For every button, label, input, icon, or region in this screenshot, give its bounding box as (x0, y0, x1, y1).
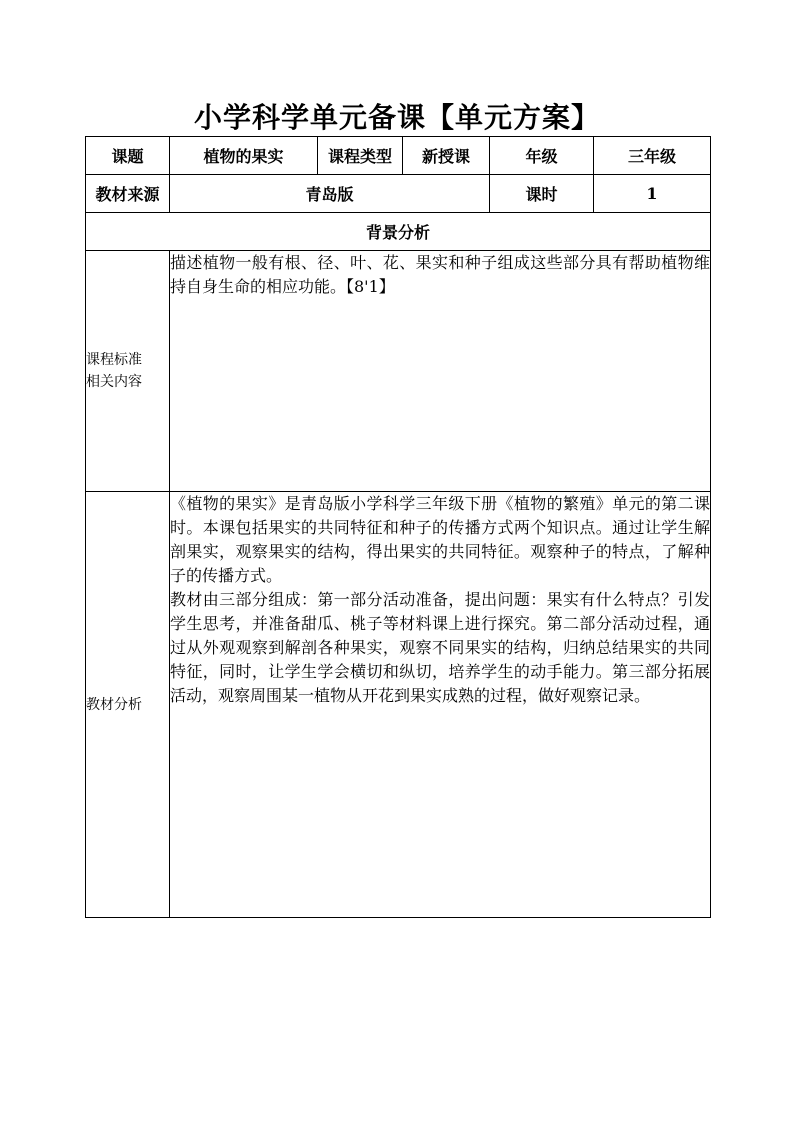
table-row-analysis (86, 492, 711, 918)
standards-label (86, 251, 170, 492)
table-row-section (86, 213, 711, 251)
analysis-paragraph-1: 《植物的果实》是青岛版小学科学三年级下册《植物的繁殖》单元的第二课时。本课包括果实的共同特征和种子的传播方式两个知识点。通过让学生解剖果实，观察果实的结构，得出果实的共同特征。观察种子的特点，了解种子的传播方式。 (170, 494, 710, 585)
class-hours-value: 1 (594, 175, 711, 213)
table-row-topic (86, 137, 711, 175)
source-label: 教材来源 (86, 175, 170, 213)
topic-value: 植物的果实 (170, 137, 318, 175)
course-type-label: 课程类型 (318, 137, 403, 175)
grade-label: 年级 (490, 137, 594, 175)
analysis-content (170, 492, 711, 918)
analysis-label: 教材分析 (86, 492, 170, 918)
course-type-value: 新授课 (403, 137, 490, 175)
grade-value: 三年级 (594, 137, 711, 175)
table-row-source (86, 175, 711, 213)
page-title: 小学科学单元备课【单元方案】 (193, 101, 600, 134)
source-value: 青岛版 (170, 175, 490, 213)
standards-label-line2: 相关内容 (86, 374, 142, 390)
standards-text: 描述植物一般有根、径、叶、花、果实和种子组成这些部分具有帮助植物维持自身生命的相应功能。【8'1】 (170, 253, 710, 296)
lesson-plan-table (85, 136, 711, 918)
table-row-standards (86, 251, 711, 492)
analysis-paragraph-2: 教材由三部分组成：第一部分活动准备，提出问题：果实有什么特点？引发学生思考，并准备甜瓜、桃子等材料课上进行探究。第二部分活动过程，通过从外观观察到解剖各种果实，观察不同果实的结构，归纳总结果实的共同特征，同时，让学生学会横切和纵切，培养学生的动手能力。第三部分拓展活动，观察周围某一植物从开花到果实成熟的过程，做好观察记录。 (170, 590, 710, 705)
section-heading: 背景分析 (86, 213, 711, 251)
class-hours-label: 课时 (490, 175, 594, 213)
standards-label-line1: 课程标准 (86, 352, 142, 368)
standards-content (170, 251, 711, 492)
topic-label: 课题 (86, 137, 170, 175)
